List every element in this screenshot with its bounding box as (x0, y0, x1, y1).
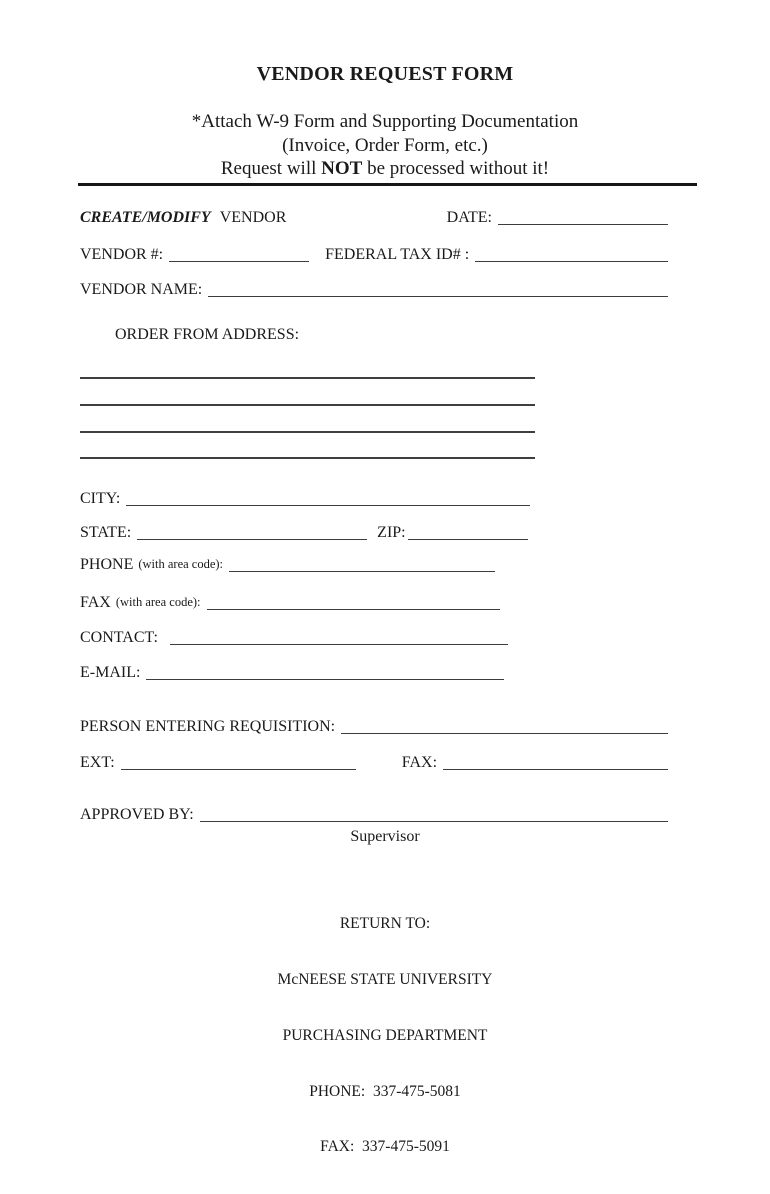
header-divider (78, 183, 697, 186)
email-field[interactable] (146, 664, 504, 680)
requisition-fax-label: FAX: (401, 754, 438, 771)
form-title: VENDOR REQUEST FORM (256, 63, 514, 85)
address-line-2-field[interactable] (80, 378, 535, 406)
vendor-word-label: VENDOR (219, 209, 287, 226)
notice-line-3-emphasis: NOT (321, 158, 363, 179)
address-line-1-field[interactable] (80, 351, 535, 379)
notice-line-3-prefix: Request will (220, 158, 322, 179)
email-label: E-MAIL: (80, 664, 141, 681)
vendor-name-field[interactable] (208, 281, 668, 297)
notice-line-3 (0, 157, 770, 181)
requisition-fax-field[interactable] (443, 754, 668, 770)
supervisor-caption: Supervisor (350, 828, 420, 845)
order-from-address-label: ORDER FROM ADDRESS: (115, 326, 300, 343)
federal-tax-id-label: FEDERAL TAX ID# : (325, 246, 470, 263)
ext-fax-row (80, 753, 668, 772)
approved-by-row (80, 805, 668, 824)
phone-area-code-note: (with area code): (138, 557, 224, 571)
vendor-number-field[interactable] (169, 246, 309, 262)
return-to-label: RETURN TO: (339, 915, 431, 933)
contact-label: CONTACT: (80, 629, 158, 646)
vendor-number-tax-row (80, 245, 668, 264)
contact-row (80, 628, 508, 647)
federal-tax-id-field[interactable] (475, 246, 668, 262)
order-from-address-row (115, 325, 299, 344)
state-zip-row (80, 523, 528, 542)
person-entering-row (80, 717, 668, 736)
state-field[interactable] (137, 524, 367, 540)
approved-by-label: APPROVED BY: (80, 806, 194, 823)
email-row (80, 663, 504, 682)
university-name: McNEESE STATE UNIVERSITY (277, 970, 493, 988)
vendor-number-label: VENDOR #: (80, 246, 164, 263)
contact-field[interactable] (170, 629, 508, 645)
vendor-name-row (80, 280, 668, 299)
zip-field[interactable] (408, 524, 528, 540)
city-row (80, 489, 530, 508)
fax-label: FAX (80, 594, 111, 611)
fax-field[interactable] (207, 594, 500, 610)
fax-area-code-note: (with area code): (115, 595, 201, 609)
attachment-notice (0, 110, 770, 181)
approved-by-field[interactable] (200, 806, 668, 822)
city-field[interactable] (126, 490, 530, 506)
ext-field[interactable] (121, 754, 356, 770)
state-label: STATE: (80, 524, 132, 541)
address-line-3-field[interactable] (80, 405, 535, 433)
notice-line-1: *Attach W-9 Form and Supporting Documentation (191, 111, 579, 132)
phone-field[interactable] (229, 556, 495, 572)
vendor-name-label: VENDOR NAME: (80, 281, 203, 298)
date-label: DATE: (446, 209, 492, 226)
phone-row (80, 555, 495, 574)
create-modify-label: CREATE/MODIFY (80, 209, 211, 226)
person-entering-field[interactable] (341, 718, 668, 734)
ext-label: EXT: (80, 754, 115, 771)
return-fax: FAX: 337-475-5091 (320, 1138, 450, 1156)
notice-line-2: (Invoice, Order Form, etc.) (282, 134, 488, 156)
phone-label: PHONE (80, 556, 134, 573)
return-to-block (0, 878, 770, 1194)
department-name: PURCHASING DEPARTMENT (282, 1026, 488, 1044)
create-modify-date-row (80, 208, 668, 227)
address-line-4-field[interactable] (80, 431, 535, 459)
zip-label: ZIP: (377, 524, 406, 541)
city-label: CITY: (80, 490, 121, 507)
date-field[interactable] (498, 209, 668, 225)
person-entering-label: PERSON ENTERING REQUISITION: (80, 718, 336, 735)
notice-line-3-suffix: be processed without it! (362, 158, 550, 179)
fax-row (80, 593, 500, 612)
return-phone: PHONE: 337-475-5081 (309, 1082, 461, 1100)
